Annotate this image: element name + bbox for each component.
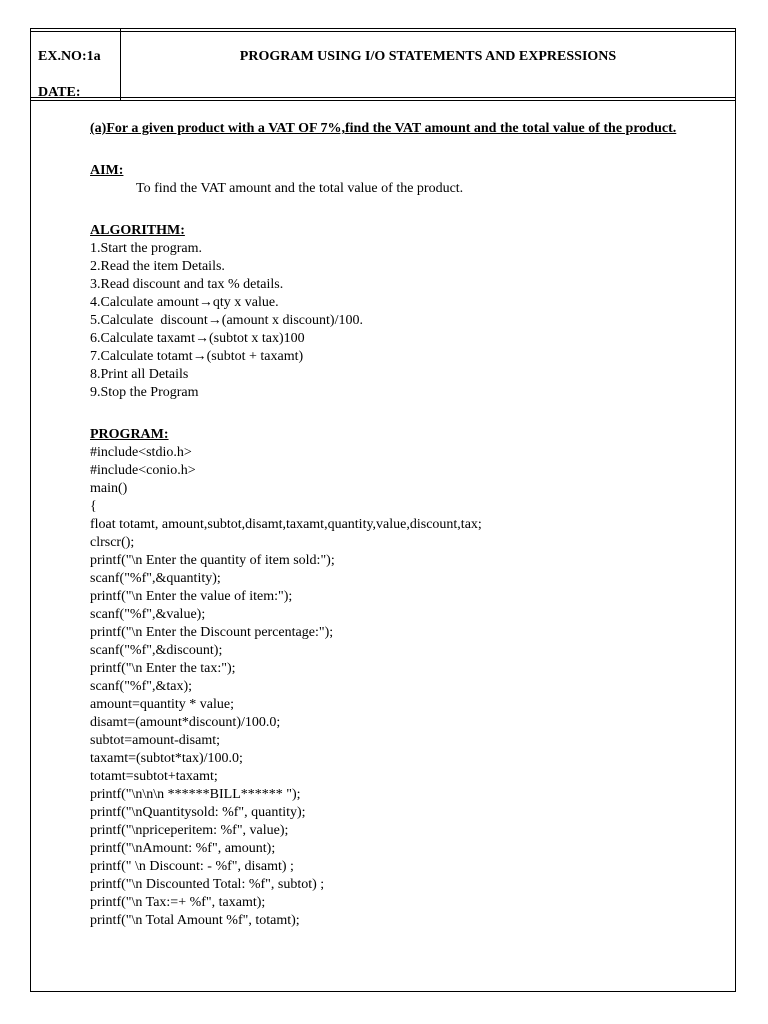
code-line: scanf("%f",&value); <box>90 607 206 622</box>
code-line: printf("\nQuantitysold: %f", quantity); <box>90 805 306 820</box>
aim-text: To find the VAT amount and the total value of the product. <box>136 181 464 196</box>
algorithm-heading: ALGORITHM: <box>90 223 185 238</box>
aim-heading: AIM: <box>90 163 124 178</box>
code-line: clrscr(); <box>90 535 135 550</box>
code-line: subtot=amount-disamt; <box>90 733 220 748</box>
code-line: #include<conio.h> <box>90 463 196 478</box>
code-line: scanf("%f",&quantity); <box>90 571 221 586</box>
algorithm-steps <box>90 240 690 402</box>
code-line: printf("\n Enter the tax:"); <box>90 661 236 676</box>
code-line: printf("\n Enter the Discount percentage:"); <box>90 625 334 640</box>
header-left-cell <box>31 29 121 100</box>
document-body <box>90 120 690 930</box>
code-line: printf(" \n Discount: - %f", disamt) ; <box>90 859 294 874</box>
code-line: printf("\n Discounted Total: %f", subtot) ; <box>90 877 325 892</box>
algorithm-step: 5.Calculate discount→(amount x discount)/100. <box>90 313 363 328</box>
code-line: { <box>90 499 97 514</box>
code-line: printf("\n Total Amount %f", totamt); <box>90 913 300 928</box>
exercise-number: EX.NO:1a <box>38 49 101 64</box>
algorithm-step: 9.Stop the Program <box>90 385 199 400</box>
algorithm-step: 6.Calculate taxamt→(subtot x tax)100 <box>90 331 305 346</box>
algorithm-step: 3.Read discount and tax % details. <box>90 277 284 292</box>
algorithm-step: 7.Calculate totamt→(subtot + taxamt) <box>90 349 304 364</box>
code-line: scanf("%f",&discount); <box>90 643 223 658</box>
code-line: amount=quantity * value; <box>90 697 234 712</box>
code-line: printf("\n Enter the value of item:"); <box>90 589 293 604</box>
code-line: printf("\nAmount: %f", amount); <box>90 841 276 856</box>
code-line: printf("\n Tax:=+ %f", taxamt); <box>90 895 266 910</box>
code-line: disamt=(amount*discount)/100.0; <box>90 715 281 730</box>
code-line: scanf("%f",&tax); <box>90 679 192 694</box>
code-line: taxamt=(subtot*tax)/100.0; <box>90 751 243 766</box>
algorithm-step: 4.Calculate amount→qty x value. <box>90 295 279 310</box>
page-title: PROGRAM USING I/O STATEMENTS AND EXPRESSIONS <box>239 49 617 64</box>
code-line: totamt=subtot+taxamt; <box>90 769 218 784</box>
code-line: printf("\npriceperitem: %f", value); <box>90 823 289 838</box>
code-line: main() <box>90 481 128 496</box>
code-line: printf("\n\n\n ******BILL****** "); <box>90 787 301 802</box>
algorithm-step: 8.Print all Details <box>90 367 189 382</box>
program-code <box>90 444 690 930</box>
program-heading: PROGRAM: <box>90 427 169 442</box>
date-label: DATE: <box>38 85 81 100</box>
code-line: float totamt, amount,subtot,disamt,taxamt,quantity,value,discount,tax; <box>90 517 482 532</box>
algorithm-step: 2.Read the item Details. <box>90 259 225 274</box>
header-table <box>30 28 736 101</box>
code-line: #include<stdio.h> <box>90 445 192 460</box>
algorithm-step: 1.Start the program. <box>90 241 202 256</box>
code-line: printf("\n Enter the quantity of item sold:"); <box>90 553 335 568</box>
question-heading: (a)For a given product with a VAT OF 7%,find the VAT amount and the total value of the product. <box>90 121 677 136</box>
